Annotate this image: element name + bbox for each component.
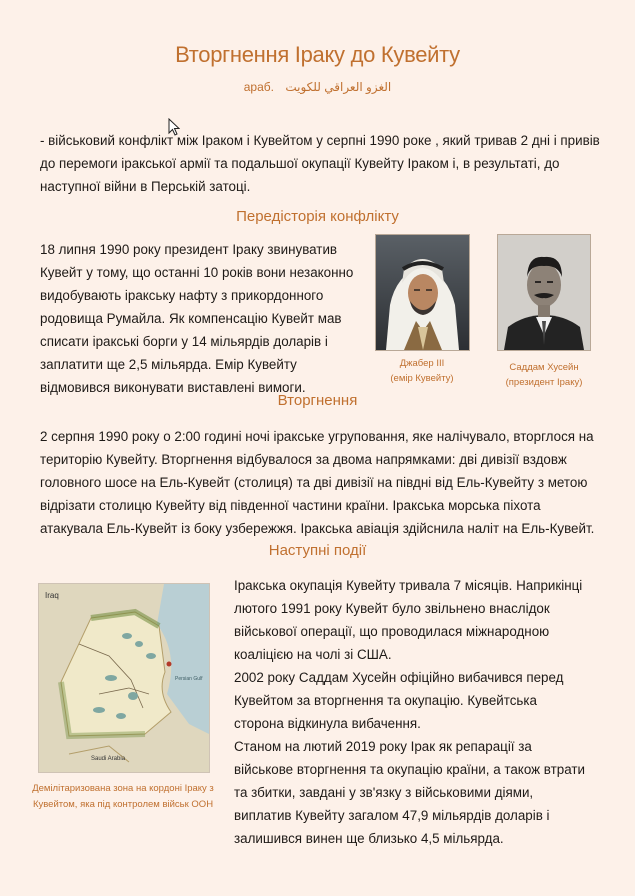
saddam-portrait xyxy=(497,234,591,351)
emir-caption-role: (емір Кувейту) xyxy=(390,373,454,384)
language-label: араб. xyxy=(243,80,274,94)
map-label-iraq: Iraq xyxy=(45,591,59,600)
next-events-paragraph-1: Іракська окупація Кувейту тривала 7 місяців. Наприкінці лютого 1991 року Кувейт було звільнено внаслідок військової операції, що проводилася міжнародною коаліцією на чолі зі США. xyxy=(234,578,583,662)
page-title: Вторгнення Іраку до Кувейту xyxy=(175,42,460,67)
invasion-paragraph: 2 серпня 1990 року о 2:00 годині ночі іракське угруповання, яке налічувало, вторглося на територію Кувейту. Вторгнення відбувалося за двома напрямками: дві дивізії вздовж головного шосе на Ель-Кувейт (столиця) та дві дивізії на півдні від Ель-Кувейту з метою відрізати столицю Кувейту від південної частини країни. Іракська морська піхота атакувала Ель-Кувейт із боку узбережжя. Іракська авіація здійснила наліт на Ель-Кувейт. xyxy=(40,429,595,536)
dmz-map xyxy=(38,583,210,773)
saddam-caption-name: Саддам Хусейн xyxy=(509,362,579,373)
map-label-gulf: Persian Gulf xyxy=(175,676,203,682)
invasion-heading: Вторгнення xyxy=(277,392,358,409)
intro-paragraph: - військовий конфлікт між Іраком і Кувейтом у серпні 1990 роке , який тривав 2 дні і привів до перемоги іракської армії та подальшої окупації Кувейту Іраком і, в результаті, до наступної війни в Перській затоці. xyxy=(40,133,600,194)
next-events-paragraph-3: Станом на лютий 2019 року Ірак як репарації за військове вторгнення та окупацію країни, а також втрати та збитки, завдані у зв'язку з військовими діями, виплатив Кувейту загалом 47,9 мільярдів доларів і залишився винен ще близько 4,5 мільярда. xyxy=(234,739,585,846)
map-caption: Демілітаризована зона на кордоні Іраку з Кувейтом, яка під контролем військ ООН xyxy=(32,783,214,810)
background-paragraph: 18 липня 1990 року президент Іраку звинуватив Кувейт у тому, що останні 10 років вони незаконно видобувають іракську нафту з прикордонного родовища Румайла. Як компенсацію Кувейт мав списати іракські борги у 14 мільярдів доларів і заплатити ще 2,5 мільярда. Емір Кувейту відмовився виконувати виставлені вимоги. xyxy=(40,242,354,395)
emir-portrait xyxy=(375,234,470,351)
emir-caption xyxy=(368,356,476,386)
next-events-text xyxy=(234,574,589,850)
arabic-title: الغزو العراقي للكويت xyxy=(285,80,392,94)
emir-caption-name: Джабер III xyxy=(399,358,445,369)
background-heading: Передісторія конфлікту xyxy=(236,208,399,225)
arabic-subtitle xyxy=(0,80,635,94)
saddam-caption-role: (президент Іраку) xyxy=(505,377,583,388)
saddam-caption xyxy=(490,360,598,390)
map-label-saudi: Saudi Arabia xyxy=(91,756,126,762)
next-events-heading: Наступні події xyxy=(268,542,367,559)
next-events-paragraph-2: 2002 року Саддам Хусейн офіційно вибачився перед Кувейтом за вторгнення та окупацію. Кувейтська сторона відкинула вибачення. xyxy=(234,670,564,731)
